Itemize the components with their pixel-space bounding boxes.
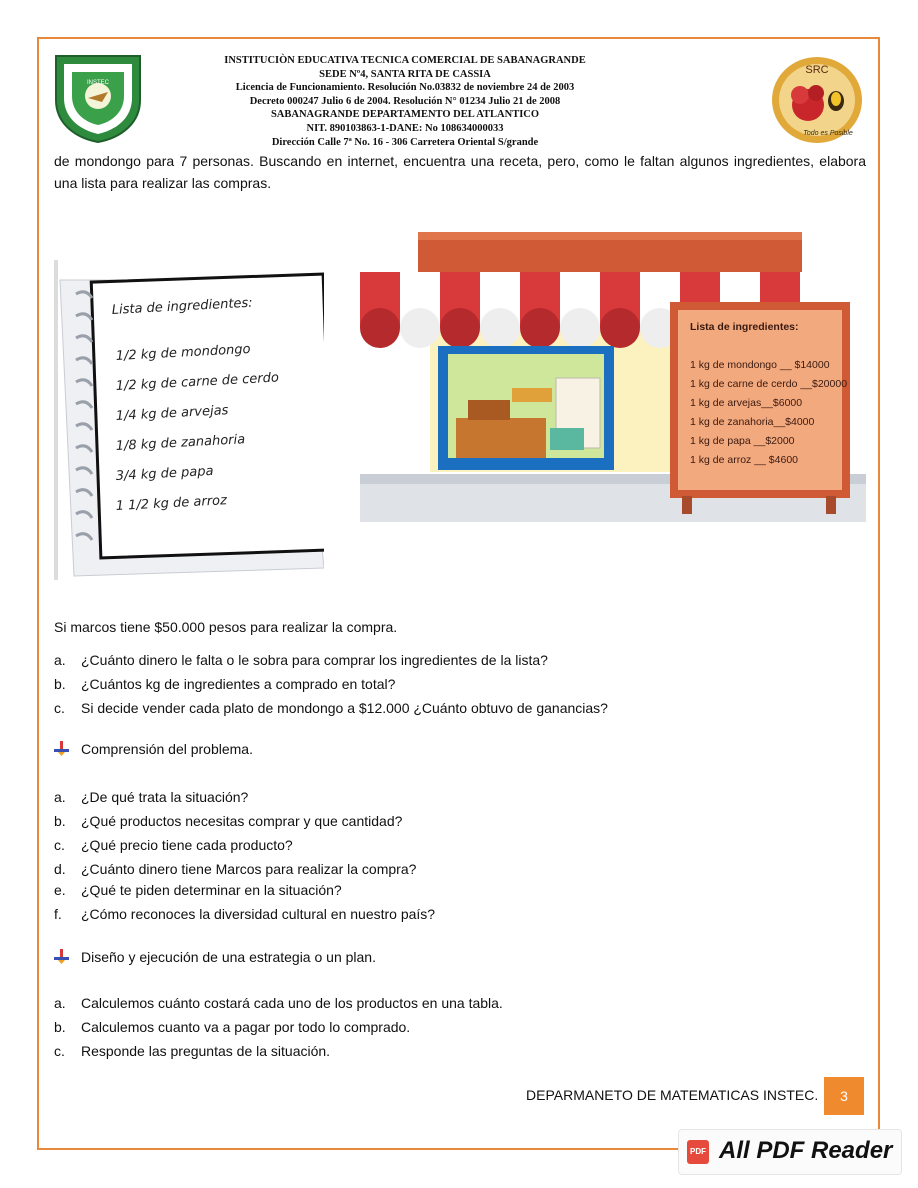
arrow-bullet-icon xyxy=(54,949,69,964)
section-item: b. Calculemos cuanto va a pagar por todo lo comprado. xyxy=(54,1019,411,1035)
question-item: b. ¿Cuántos kg de ingredientes a comprado en total? xyxy=(54,676,396,692)
section-item: a. ¿De qué trata la situación? xyxy=(54,789,249,805)
question-item: a. ¿Cuánto dinero le falta o le sobra para comprar los ingredientes de la lista? xyxy=(54,652,548,668)
header-line: Decreto 000247 Julio 6 de 2004. Resolución N° 01234 Julio 21 de 2008 xyxy=(249,95,561,107)
school-header xyxy=(180,54,630,149)
section-heading: Comprensión del problema. xyxy=(54,741,253,757)
budget-statement: Si marcos tiene $50.000 pesos para realizar la compra. xyxy=(54,619,398,635)
page-number: 3 xyxy=(824,1077,864,1115)
notebook-item: 1/2 kg de mondongo xyxy=(115,341,251,364)
header-line: INSTITUCIÒN EDUCATIVA TECNICA COMERCIAL DE SABANAGRANDE xyxy=(224,55,586,66)
board-item: 1 kg de zanahoria__$4000 xyxy=(690,416,815,428)
right-logo-motto: Todo es Posible xyxy=(803,130,853,137)
notebook-title: Lista de ingredientes: xyxy=(111,295,254,318)
board-item: 1 kg de arroz __ $4600 xyxy=(690,454,798,466)
intro-paragraph: de mondongo para 7 personas. Buscando en internet, encuentra una receta, pero, como le faltan algunos ingredientes, elabora una lista para realizar las compras. xyxy=(54,153,866,191)
ingredient-notebook-illustration xyxy=(54,220,324,580)
section-item: c. Responde las preguntas de la situación. xyxy=(54,1043,331,1059)
notebook-item: 1/4 kg de arvejas xyxy=(115,403,229,424)
section-item: d. ¿Cuánto dinero tiene Marcos para realizar la compra? xyxy=(54,861,417,877)
header-line: SEDE Nº4, SANTA RITA DE CASSIA xyxy=(319,68,491,80)
left-logo-text: INSTEC xyxy=(86,80,110,86)
section-item: f. ¿Cómo reconoces la diversidad cultural en nuestro país? xyxy=(54,906,436,922)
watermark-text: All PDF Reader xyxy=(719,1137,893,1164)
right-logo-text: SRC xyxy=(805,64,829,76)
board-item: 1 kg de mondongo __ $14000 xyxy=(690,359,830,371)
arrow-bullet-icon xyxy=(54,741,69,756)
notebook-item: 1/2 kg de carne de cerdo xyxy=(115,370,280,394)
grocery-store-illustration xyxy=(360,228,870,538)
page-border xyxy=(37,37,880,1150)
board-item: 1 kg de arvejas__$6000 xyxy=(690,397,803,409)
header-line: NIT. 890103863-1-DANE: No 108634000033 xyxy=(306,122,504,134)
src-round-logo xyxy=(770,55,864,145)
notebook-item: 1/8 kg de zanahoria xyxy=(115,432,246,454)
section-item: e. ¿Qué te piden determinar en la situación? xyxy=(54,882,342,898)
section-item: c. ¿Qué precio tiene cada producto? xyxy=(54,837,293,853)
notebook-item: 3/4 kg de papa xyxy=(115,463,214,484)
board-item: 1 kg de carne de cerdo __$20000 xyxy=(690,378,848,390)
header-line: SABANAGRANDE DEPARTAMENTO DEL ATLANTICO xyxy=(270,109,540,121)
section-item: a. Calculemos cuánto costará cada uno de los productos en una tabla. xyxy=(54,995,503,1011)
app-watermark xyxy=(678,1129,902,1175)
section-heading: Diseño y ejecución de una estrategia o un plan. xyxy=(54,949,376,965)
header-line: Licencia de Funcionamiento. Resolución No.03832 de noviembre 24 de 2003 xyxy=(235,82,575,94)
header-line: Dirección Calle 7ª No. 16 - 306 Carretera Oriental S/grande xyxy=(271,136,539,148)
footer-department: DEPARMANETO DE MATEMATICAS INSTEC. xyxy=(526,1087,819,1103)
school-shield-logo xyxy=(52,52,144,144)
notebook-item: 1 1/2 kg de arroz xyxy=(115,493,228,514)
board-title: Lista de ingredientes: xyxy=(690,321,799,333)
pdf-badge-icon: PDF xyxy=(687,1140,709,1164)
board-item: 1 kg de papa __$2000 xyxy=(690,435,795,447)
question-item: c. Si decide vender cada plato de mondongo a $12.000 ¿Cuánto obtuvo de ganancias? xyxy=(54,700,608,716)
section-item: b. ¿Qué productos necesitas comprar y que cantidad? xyxy=(54,813,403,829)
